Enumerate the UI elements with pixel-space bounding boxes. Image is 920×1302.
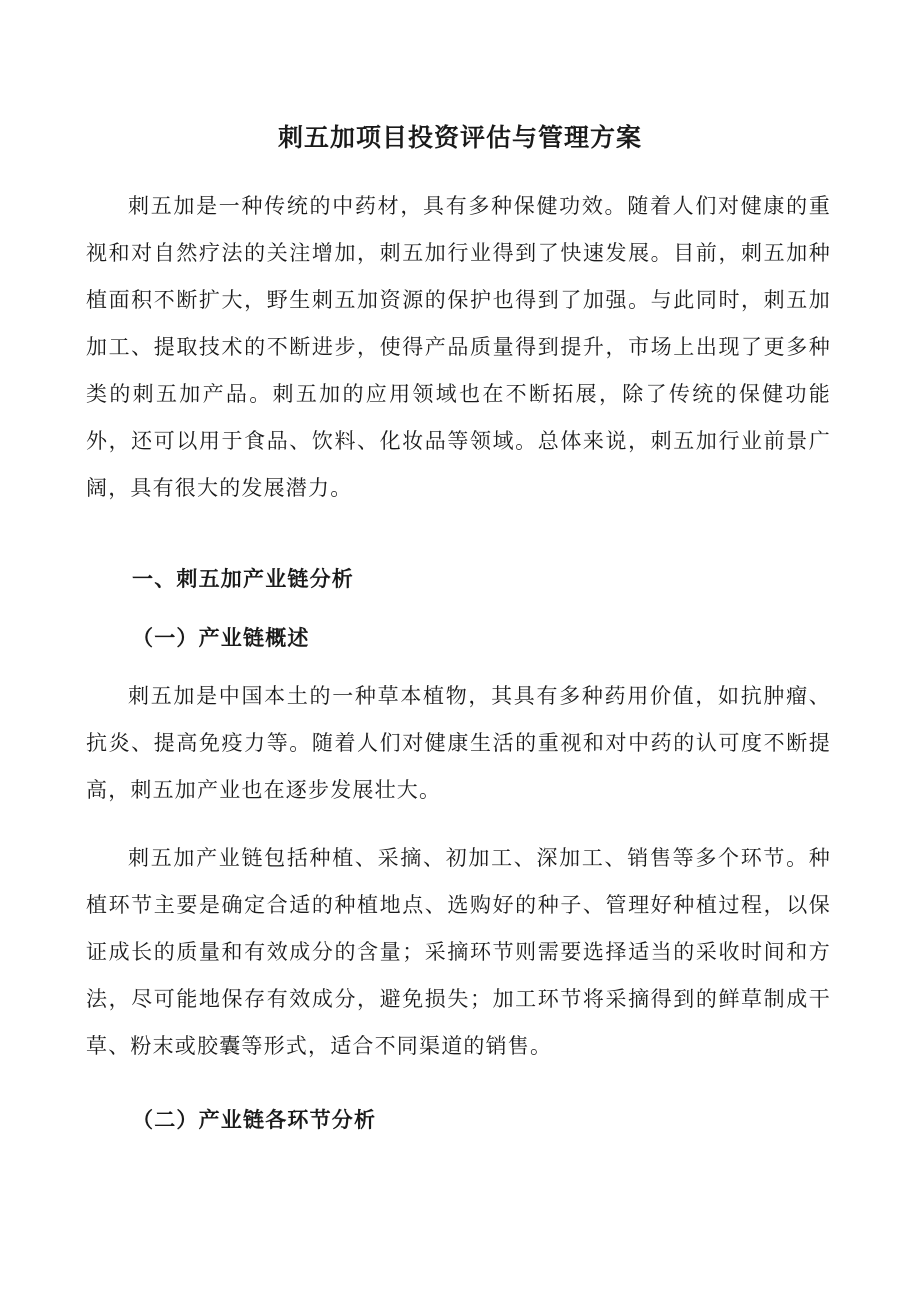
overview-paragraph-2: 刺五加产业链包括种植、采摘、初加工、深加工、销售等多个环节。种植环节主要是确定合适的种植地点、选购好的种子、管理好种植过程，以保证成长的质量和有效成分的含量；采摘环节则需要选择适当的采收时间和方法，尽可能地保存有效成分，避免损失；加工环节将采摘得到的鲜草制成干草、粉末或胶囊等形式，适合不同渠道的销售。 [86, 846, 831, 1058]
overview-paragraph-1: 刺五加是中国本土的一种草本植物，其具有多种药用价值，如抗肿瘤、抗炎、提高免疫力等。随着人们对健康生活的重视和对中药的认可度不断提高，刺五加产业也在逐步发展壮大。 [86, 684, 831, 802]
document-title: 刺五加项目投资评估与管理方案 [277, 123, 642, 152]
section-heading: 一、刺五加产业链分析 [132, 567, 354, 591]
subsection-heading-overview: （一）产业链概述 [132, 625, 310, 650]
intro-paragraph: 刺五加是一种传统的中药材，具有多种保健功效。随着人们对健康的重视和对自然疗法的关注增加，刺五加行业得到了快速发展。目前，刺五加种植面积不断扩大，野生刺五加资源的保护也得到了加强。与此同时，刺五加加工、提取技术的不断进步，使得产品质量得到提升，市场上出现了更多种类的刺五加产品。刺五加的应用领域也在不断拓展，除了传统的保健功能外，还可以用于食品、饮料、化妆品等领域。总体来说，刺五加行业前景广阔，具有很大的发展潜力。 [86, 194, 831, 500]
subsection-heading-analysis: （二）产业链各环节分析 [132, 1107, 377, 1132]
